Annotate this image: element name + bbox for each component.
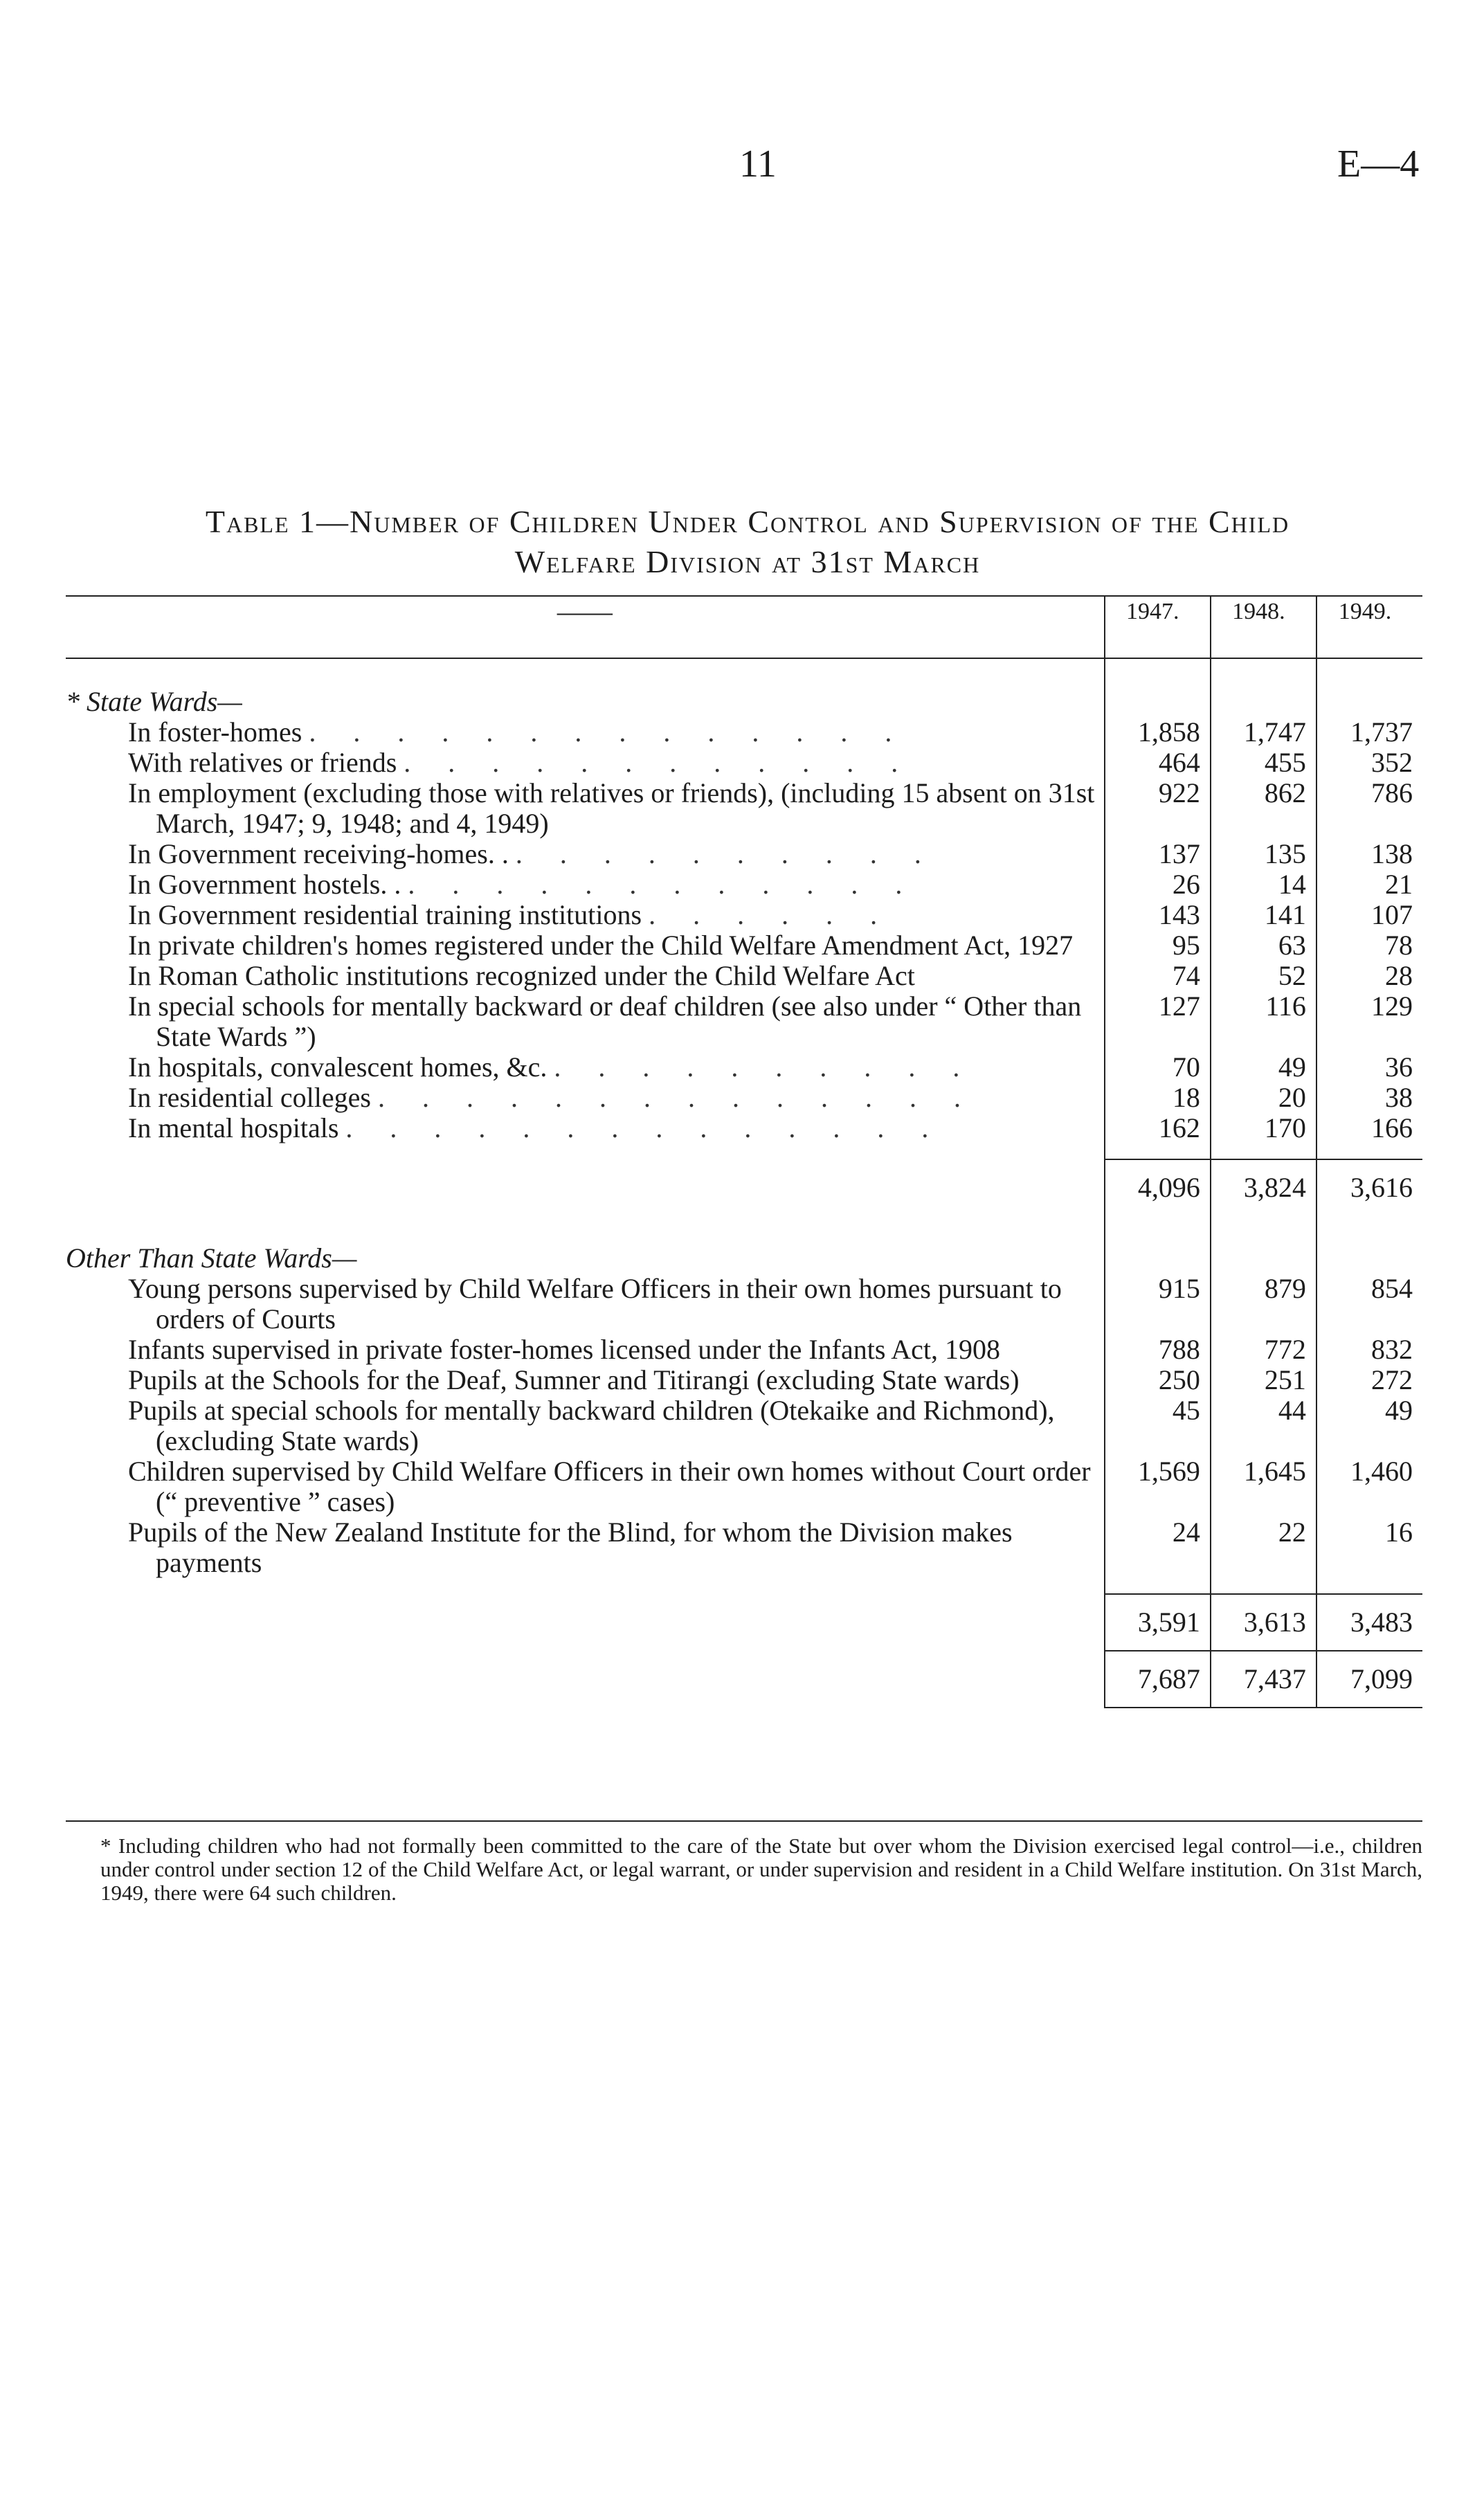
- table-header-row: [66, 597, 1422, 658]
- header-description: ——: [556, 596, 613, 627]
- total-value: 4,096: [1105, 1159, 1211, 1215]
- table-row: [66, 961, 1422, 991]
- cell-value: 63: [1211, 930, 1316, 961]
- cell-value: 78: [1316, 930, 1422, 961]
- table-row: [66, 991, 1422, 1052]
- table-row: [66, 1456, 1422, 1517]
- row-label: In Government receiving-homes. . . . . . . . . . . .: [128, 838, 936, 869]
- row-label: Pupils of the New Zealand Institute for the Blind, for whom the Division makes payments: [128, 1517, 1013, 1578]
- cell-value: 1,569: [1105, 1456, 1211, 1517]
- row-label: In Roman Catholic institutions recognized under the Child Welfare Act: [128, 960, 915, 991]
- table-row: [66, 1083, 1422, 1113]
- table-row: [66, 748, 1422, 778]
- table-row: [66, 869, 1422, 900]
- section-heading-row: [66, 687, 1422, 717]
- table-row: [66, 717, 1422, 748]
- leader-dots: . . . . . . . . . . . . . .: [309, 716, 907, 748]
- cell-value: 22: [1211, 1517, 1316, 1578]
- cell-value: 1,858: [1105, 717, 1211, 748]
- cell-value: 18: [1105, 1083, 1211, 1113]
- cell-value: 137: [1105, 839, 1211, 869]
- page-reference: E—4: [1337, 143, 1420, 185]
- table-row: [66, 1365, 1422, 1395]
- row-label: Pupils at the Schools for the Deaf, Sumner and Titirangi (excluding State wards): [128, 1364, 1020, 1395]
- leader-dots: . . . . . . . . . . . .: [408, 869, 918, 900]
- cell-value: 1,645: [1211, 1456, 1316, 1517]
- row-label: In Government hostels. . . . . . . . . . . . . .: [128, 869, 918, 900]
- cell-value: 52: [1211, 961, 1316, 991]
- cell-value: 127: [1105, 991, 1211, 1052]
- grand-total-value: 7,099: [1316, 1651, 1422, 1708]
- cell-value: 879: [1211, 1274, 1316, 1334]
- cell-value: 352: [1316, 748, 1422, 778]
- row-label: In residential colleges . . . . . . . . . . . . . .: [128, 1082, 976, 1113]
- table-title-line-2: Welfare Division at 31st March: [514, 544, 981, 579]
- cell-value: 38: [1316, 1083, 1422, 1113]
- cell-value: 135: [1211, 839, 1316, 869]
- cell-value: 14: [1211, 869, 1316, 900]
- cell-value: 28: [1316, 961, 1422, 991]
- table-row: [66, 930, 1422, 961]
- cell-value: 49: [1211, 1052, 1316, 1083]
- table-row: [66, 1052, 1422, 1083]
- cell-value: 162: [1105, 1113, 1211, 1143]
- cell-value: 915: [1105, 1274, 1211, 1334]
- row-label: In private children's homes registered under the Child Welfare Amendment Act, 1927: [128, 930, 1074, 961]
- cell-value: 862: [1211, 778, 1316, 839]
- row-label: Young persons supervised by Child Welfare Officers in their own homes pursuant to orders of Courts: [128, 1273, 1062, 1334]
- row-label: Infants supervised in private foster-homes licensed under the Infants Act, 1908: [128, 1334, 1000, 1365]
- leader-dots: . . . . . . . . . .: [554, 1051, 975, 1083]
- row-label: Children supervised by Child Welfare Officers in their own homes without Court order (“ preventive ” cases): [128, 1456, 1091, 1517]
- state-wards-total-row: [66, 1159, 1422, 1215]
- table-row: [66, 1274, 1422, 1334]
- cell-value: 95: [1105, 930, 1211, 961]
- cell-value: 36: [1316, 1052, 1422, 1083]
- cell-value: 854: [1316, 1274, 1422, 1334]
- row-label: In Government residential training institutions . . . . . .: [128, 899, 893, 930]
- cell-value: 45: [1105, 1395, 1211, 1456]
- leader-dots: . . . . . .: [649, 899, 893, 930]
- cell-value: 772: [1211, 1334, 1316, 1365]
- table-row: [66, 1395, 1422, 1456]
- header-year-1948: 1948.: [1211, 597, 1316, 658]
- cell-value: 251: [1211, 1365, 1316, 1395]
- table-row: [66, 900, 1422, 930]
- table-row: [66, 778, 1422, 839]
- row-label: In hospitals, convalescent homes, &c. . . . . . . . . . .: [128, 1051, 975, 1083]
- cell-value: 74: [1105, 961, 1211, 991]
- row-label: With relatives or friends . . . . . . . . . . . .: [128, 747, 914, 778]
- leader-dots: . . . . . . . . . . . .: [404, 747, 914, 778]
- cell-value: 143: [1105, 900, 1211, 930]
- cell-value: 24: [1105, 1517, 1211, 1578]
- cell-value: 786: [1316, 778, 1422, 839]
- state-wards-heading: * State Wards—: [66, 686, 242, 717]
- table-row: [66, 1334, 1422, 1365]
- total-value: 3,613: [1211, 1594, 1316, 1651]
- cell-value: 922: [1105, 778, 1211, 839]
- header-year-1949: 1949.: [1316, 597, 1422, 658]
- row-label: Pupils at special schools for mentally backward children (Otekaike and Richmond), (excluding State wards): [128, 1395, 1055, 1456]
- table-title: [66, 502, 1429, 582]
- cell-value: 250: [1105, 1365, 1211, 1395]
- cell-value: 455: [1211, 748, 1316, 778]
- footnote: [66, 1820, 1422, 1905]
- children-table: [66, 595, 1422, 1708]
- leader-dots: . . . . . . . . . .: [515, 838, 936, 869]
- cell-value: 20: [1211, 1083, 1316, 1113]
- other-wards-heading: Other Than State Wards—: [66, 1242, 357, 1274]
- cell-value: 1,460: [1316, 1456, 1422, 1517]
- page-number: 11: [739, 143, 777, 185]
- cell-value: 49: [1316, 1395, 1422, 1456]
- table-row: [66, 839, 1422, 869]
- cell-value: 116: [1211, 991, 1316, 1052]
- leader-dots: . . . . . . . . . . . . . .: [377, 1082, 976, 1113]
- row-label: In mental hospitals . . . . . . . . . . . . . .: [128, 1112, 944, 1143]
- grand-total-value: 7,437: [1211, 1651, 1316, 1708]
- cell-value: 70: [1105, 1052, 1211, 1083]
- cell-value: 26: [1105, 869, 1211, 900]
- cell-value: 21: [1316, 869, 1422, 900]
- cell-value: 464: [1105, 748, 1211, 778]
- grand-total-value: 7,687: [1105, 1651, 1211, 1708]
- cell-value: 832: [1316, 1334, 1422, 1365]
- cell-value: 1,737: [1316, 717, 1422, 748]
- cell-value: 107: [1316, 900, 1422, 930]
- cell-value: 788: [1105, 1334, 1211, 1365]
- table-row: [66, 1517, 1422, 1578]
- header-year-1947: 1947.: [1105, 597, 1211, 658]
- cell-value: 272: [1316, 1365, 1422, 1395]
- total-value: 3,824: [1211, 1159, 1316, 1215]
- row-label: In foster-homes . . . . . . . . . . . . . .: [128, 716, 907, 748]
- leader-dots: . . . . . . . . . . . . . .: [345, 1112, 944, 1143]
- total-value: 3,483: [1316, 1594, 1422, 1651]
- table-title-line-1: Table 1—Number of Children Under Control and Supervision of the Child: [205, 504, 1290, 539]
- other-wards-total-row: [66, 1594, 1422, 1651]
- total-value: 3,591: [1105, 1594, 1211, 1651]
- section-heading-row: [66, 1243, 1422, 1274]
- total-value: 3,616: [1316, 1159, 1422, 1215]
- table-row: [66, 1113, 1422, 1143]
- cell-value: 16: [1316, 1517, 1422, 1578]
- cell-value: 1,747: [1211, 717, 1316, 748]
- footnote-text: * Including children who had not formally been committed to the care of the State but over whom the Division exercised legal control—i.e., children under control under section 12 of the Child Welfare Act, or legal warrant, or under supervision and resident in a Child Welfare institution. On 31st March, 1949, there were 64 such children.: [100, 1834, 1422, 1905]
- cell-value: 170: [1211, 1113, 1316, 1143]
- cell-value: 166: [1316, 1113, 1422, 1143]
- grand-total-row: [66, 1651, 1422, 1708]
- cell-value: 138: [1316, 839, 1422, 869]
- cell-value: 44: [1211, 1395, 1316, 1456]
- cell-value: 129: [1316, 991, 1422, 1052]
- row-label: In special schools for mentally backward or deaf children (see also under “ Other than State Wards ”): [128, 990, 1082, 1052]
- cell-value: 141: [1211, 900, 1316, 930]
- row-label: In employment (excluding those with relatives or friends), (including 15 absent on 31st March, 1947; 9, 1948; and 4, 1949): [128, 777, 1095, 839]
